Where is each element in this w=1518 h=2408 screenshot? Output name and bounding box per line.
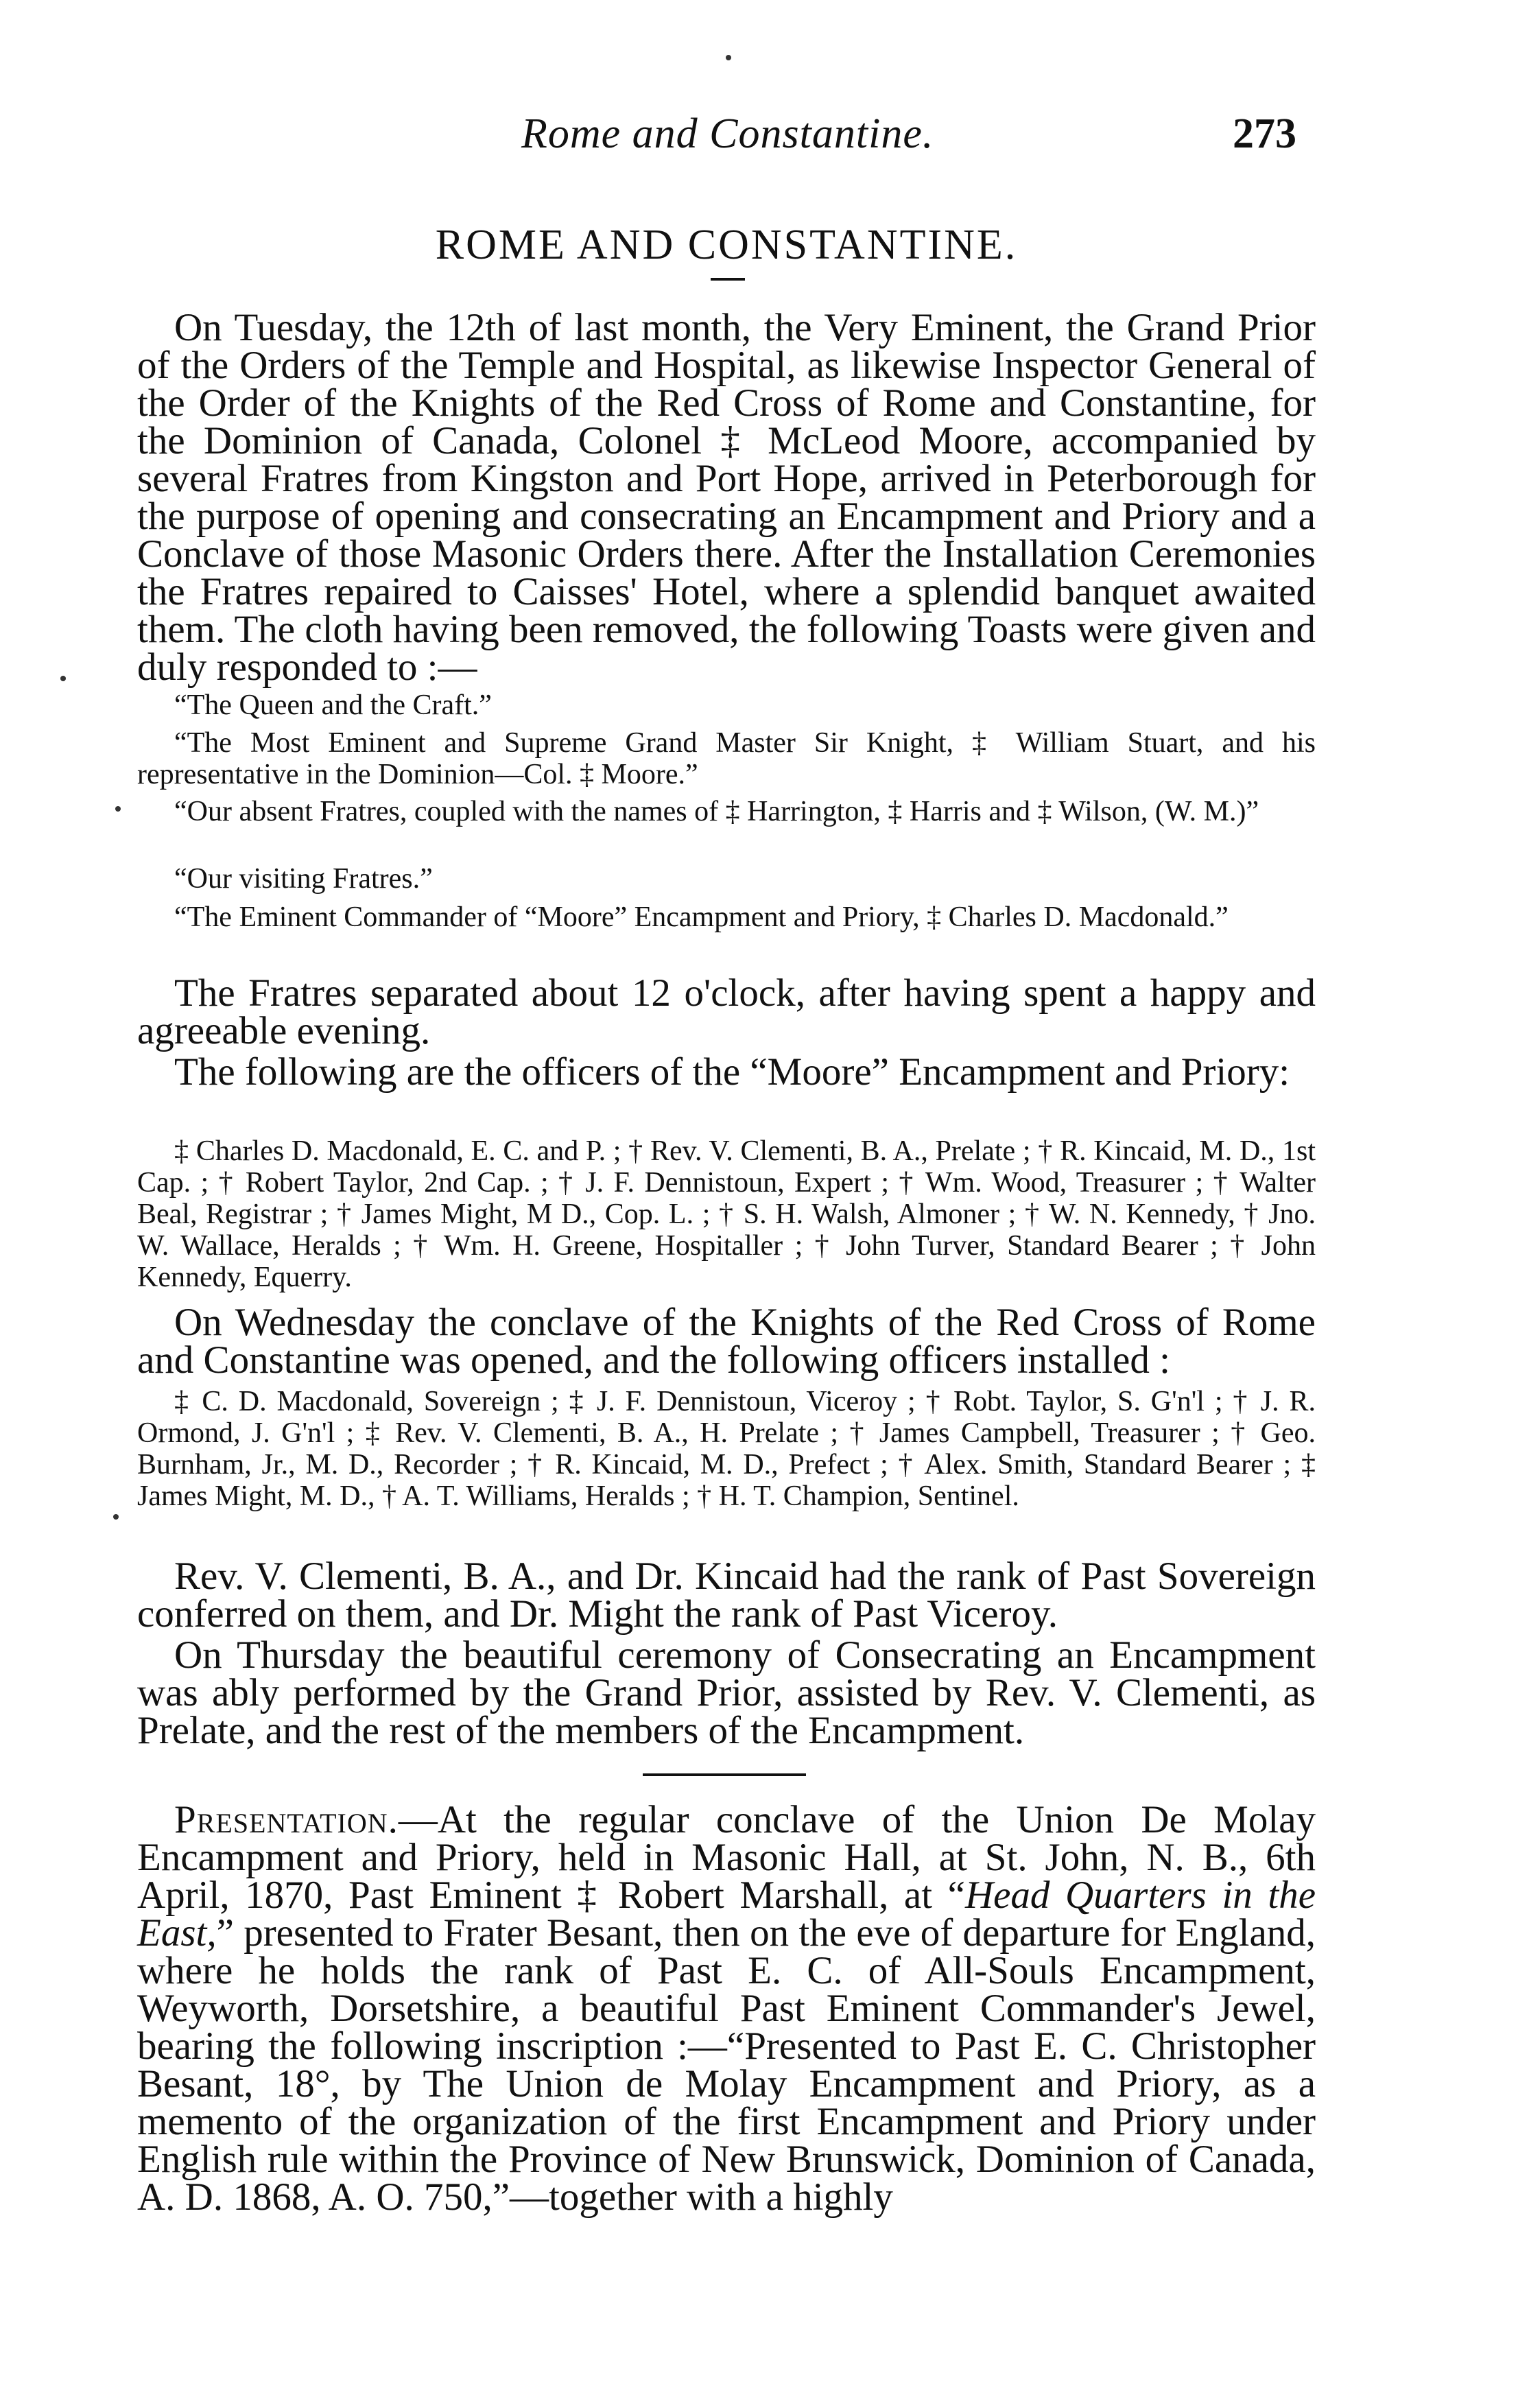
running-head bbox=[137, 110, 1316, 172]
toast-2: “The Most Eminent and Supreme Grand Master Sir Knight, ‡ William Stuart, and his representative in the Dominion—Col. ‡ Moore.” bbox=[137, 727, 1316, 790]
title-dash bbox=[711, 278, 745, 281]
print-speck bbox=[60, 676, 66, 681]
print-speck bbox=[113, 1514, 119, 1520]
officers-list: ‡ Charles D. Macdonald, E. C. and P. ; † Rev. V. Clementi, B. A., Prelate ; † R. Kincaid, M. D., 1st Cap. ; † Robert Taylor, 2nd Cap. ; † J. F. Dennistoun, Expert ; † Wm. Wood, Treasurer ; † Walter Beal, Registrar ; † James Might, M D., Cop. L. ; † S. H. Walsh, Almoner ; † W. N. Kennedy, † Jno. W. Wallace, Heralds ; † Wm. H. Greene, Hospitaller ; † John Turver, Standard Bearer ; † John Kennedy, Equerry. bbox=[137, 1135, 1316, 1293]
presentation-text-1: —At the regular conclave of the Union De Molay Encampment and Priory, held in Masonic Hall, at St. John, N. B., 6th April, 1870, Past Eminent ‡ Robert Marshall, at “ bbox=[137, 1798, 1316, 1917]
presentation-lead: Presentation. bbox=[174, 1798, 399, 1841]
toast-4: “Our visiting Fratres.” bbox=[174, 863, 433, 895]
presentation-text-2: ” presented to Frater Besant, then on the eve of departure for England, where he holds the rank of Past E. C. of All-Souls Encampment, Weyworth, Dorsetshire, a beautiful Past Eminent Commander's Jewel, bearing the following inscription :—“Presented to Past E. C. Christopher Besant, 18°, by The Union de Molay Encampment and Priory, as a memento of the organization of the first Encampment and Priory under English rule within the Province of New Brunswick, Dominion of Canada, A. D. 1868, A. O. 750,”—together with a highly bbox=[137, 1911, 1316, 2219]
toast-5: “The Eminent Commander of “Moore” Encampment and Priory, ‡ Charles D. Macdonald.” bbox=[174, 901, 1229, 933]
print-speck bbox=[726, 55, 731, 60]
conclave-officers: ‡ C. D. Macdonald, Sovereign ; ‡ J. F. Dennistoun, Viceroy ; † Robt. Taylor, S. G'n'l ; † J. R. Ormond, J. G'n'l ; ‡ Rev. V. Clementi, B. A., H. Prelate ; † James Campbell, Treasurer ; † Geo. Burnham, Jr., M. D., Recorder ; † R. Kincaid, M. D., Prefect ; † Alex. Smith, Standard Bearer ; ‡ James Might, M. D., † A. T. Williams, Heralds ; † H. T. Champion, Sentinel. bbox=[137, 1386, 1316, 1512]
officers-intro: The following are the officers of the “Moore” Encampment and Priory: bbox=[174, 1050, 1290, 1094]
past-rank-paragraph: Rev. V. Clementi, B. A., and Dr. Kincaid had the rank of Past Sovereign conferred on them, and Dr. Might the rank of Past Viceroy. bbox=[137, 1555, 1316, 1636]
presentation-italic: Head Quarters in the East, bbox=[137, 1874, 1316, 1955]
thursday-paragraph: On Thursday the beautiful ceremony of Consecrating an Encampment was ably performed by the Grand Prior, assisted by Rev. V. Clementi, as Prelate, and the rest of the members of the Encampment. bbox=[137, 1633, 1316, 1752]
running-head-title: Rome and Constantine. bbox=[521, 110, 934, 157]
page-number: 273 bbox=[1233, 110, 1296, 157]
separated-paragraph: The Fratres separated about 12 o'clock, after having spent a happy and agreeable evening. bbox=[137, 971, 1316, 1052]
wednesday-paragraph: On Wednesday the conclave of the Knights of the Red Cross of Rome and Constantine was opened, and the following officers installed : bbox=[137, 1301, 1316, 1382]
presentation-paragraph bbox=[137, 1798, 1316, 2219]
toast-1: “The Queen and the Craft.” bbox=[174, 689, 492, 721]
toast-3: “Our absent Fratres, coupled with the names of ‡ Harrington, ‡ Harris and ‡ Wilson, (W. M.)” bbox=[174, 796, 1259, 827]
print-speck bbox=[115, 806, 121, 812]
section-rule bbox=[643, 1773, 806, 1776]
article-title: ROME AND CONSTANTINE. bbox=[435, 222, 1018, 268]
intro-paragraph: On Tuesday, the 12th of last month, the Very Eminent, the Grand Prior of the Orders of the Temple and Hospital, as likewise Inspector General of the Order of the Knights of the Red Cross of Rome and Constantine, for the Dominion of Canada, Colonel ‡ McLeod Moore, accompanied by several Fratres from Kingston and Port Hope, arrived in Peterborough for the purpose of opening and consecrating an Encampment and Priory and a Conclave of those Masonic Orders there. After the Installation Ceremonies the Fratres repaired to Caisses' Hotel, where a splendid banquet awaited them. The cloth having been removed, the following Toasts were given and duly responded to :— bbox=[137, 306, 1316, 689]
